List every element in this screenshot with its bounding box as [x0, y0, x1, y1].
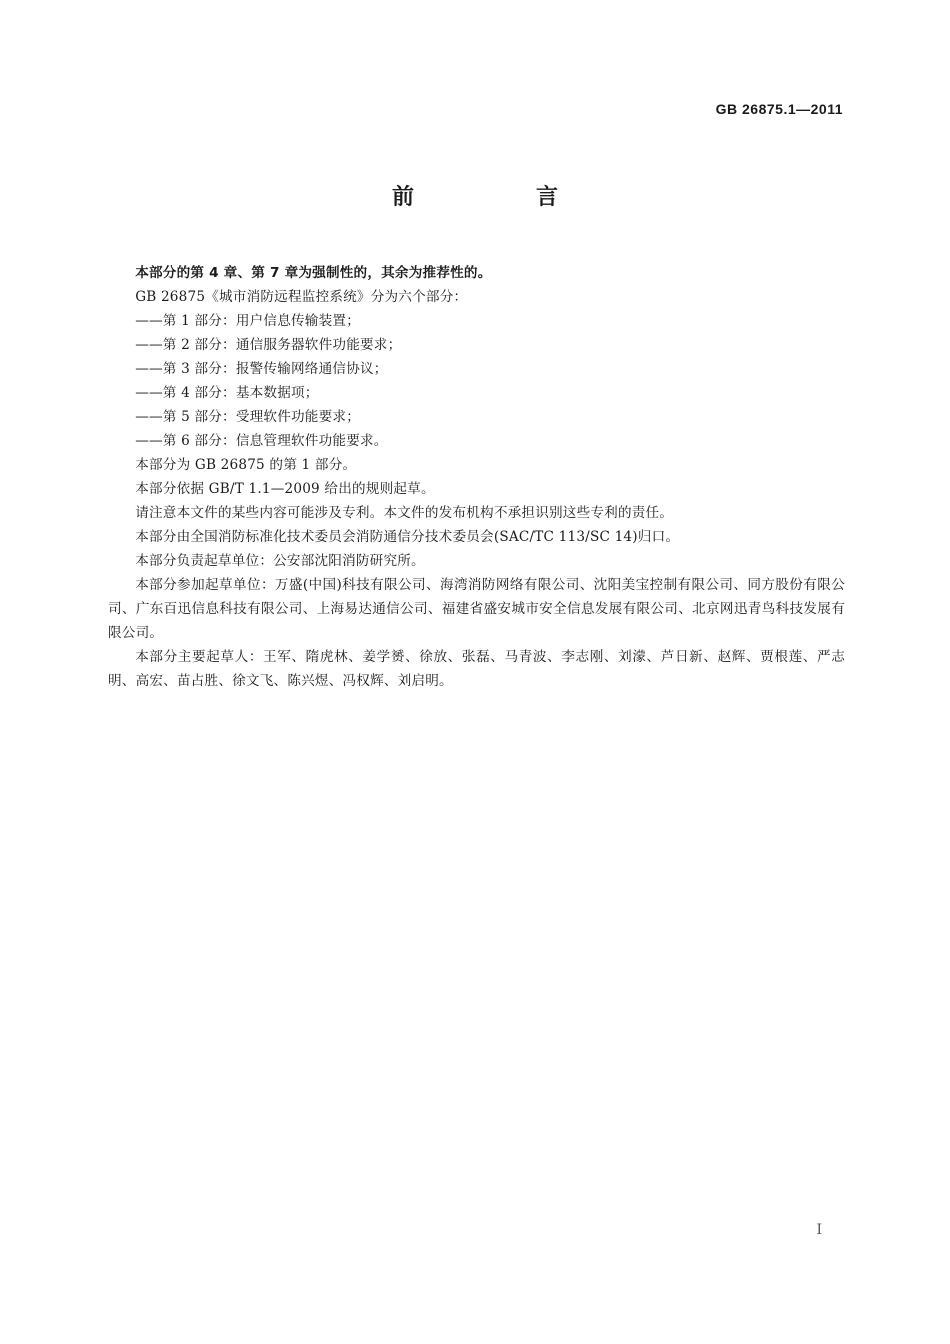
list-item: ——第 4 部分：基本数据项； [135, 385, 319, 401]
list-item: ——第 5 部分：受理软件功能要求； [135, 409, 360, 425]
list-item: ——第 6 部分：信息管理软件功能要求。 [135, 433, 388, 449]
paragraph: 本部分依据 GB/T 1.1—2009 给出的规则起草。 [135, 481, 435, 497]
paragraph: 本部分为 GB 26875 的第 1 部分。 [135, 457, 357, 473]
standard-code: GB 26875.1—2011 [715, 101, 843, 117]
page-number: I [816, 1222, 822, 1238]
page-title: 前 言 [391, 185, 608, 210]
document-body [108, 261, 845, 693]
paragraph: GB 26875《城市消防远程监控系统》分为六个部分： [135, 289, 468, 305]
mandatory-statement: 本部分的第 4 章、第 7 章为强制性的，其余为推荐性的。 [135, 265, 492, 281]
paragraph: 本部分参加起草单位：万盛(中国)科技有限公司、海湾消防网络有限公司、沈阳美宝控制有限公司、同方股份有限公司、广东百迅信息科技有限公司、上海易达通信公司、福建省盛安城市安全信息发展有限公司、北京网迅青鸟科技发展有限公司。 [108, 577, 845, 641]
paragraph: 本部分由全国消防标准化技术委员会消防通信分技术委员会(SAC/TC 113/SC 14)归口。 [135, 529, 680, 545]
list-item: ——第 3 部分：报警传输网络通信协议； [135, 361, 388, 377]
list-item: ——第 2 部分：通信服务器软件功能要求； [135, 337, 402, 353]
list-item: ——第 1 部分：用户信息传输装置； [135, 313, 360, 329]
paragraph: 本部分主要起草人：王军、隋虎林、姜学赟、徐放、张磊、马青波、李志刚、刘濛、芦日新、赵辉、贾根莲、严志明、高宏、苗占胜、徐文飞、陈兴煜、冯权辉、刘启明。 [108, 649, 845, 689]
paragraph: 请注意本文件的某些内容可能涉及专利。本文件的发布机构不承担识别这些专利的责任。 [135, 505, 674, 521]
paragraph: 本部分负责起草单位：公安部沈阳消防研究所。 [135, 553, 425, 569]
